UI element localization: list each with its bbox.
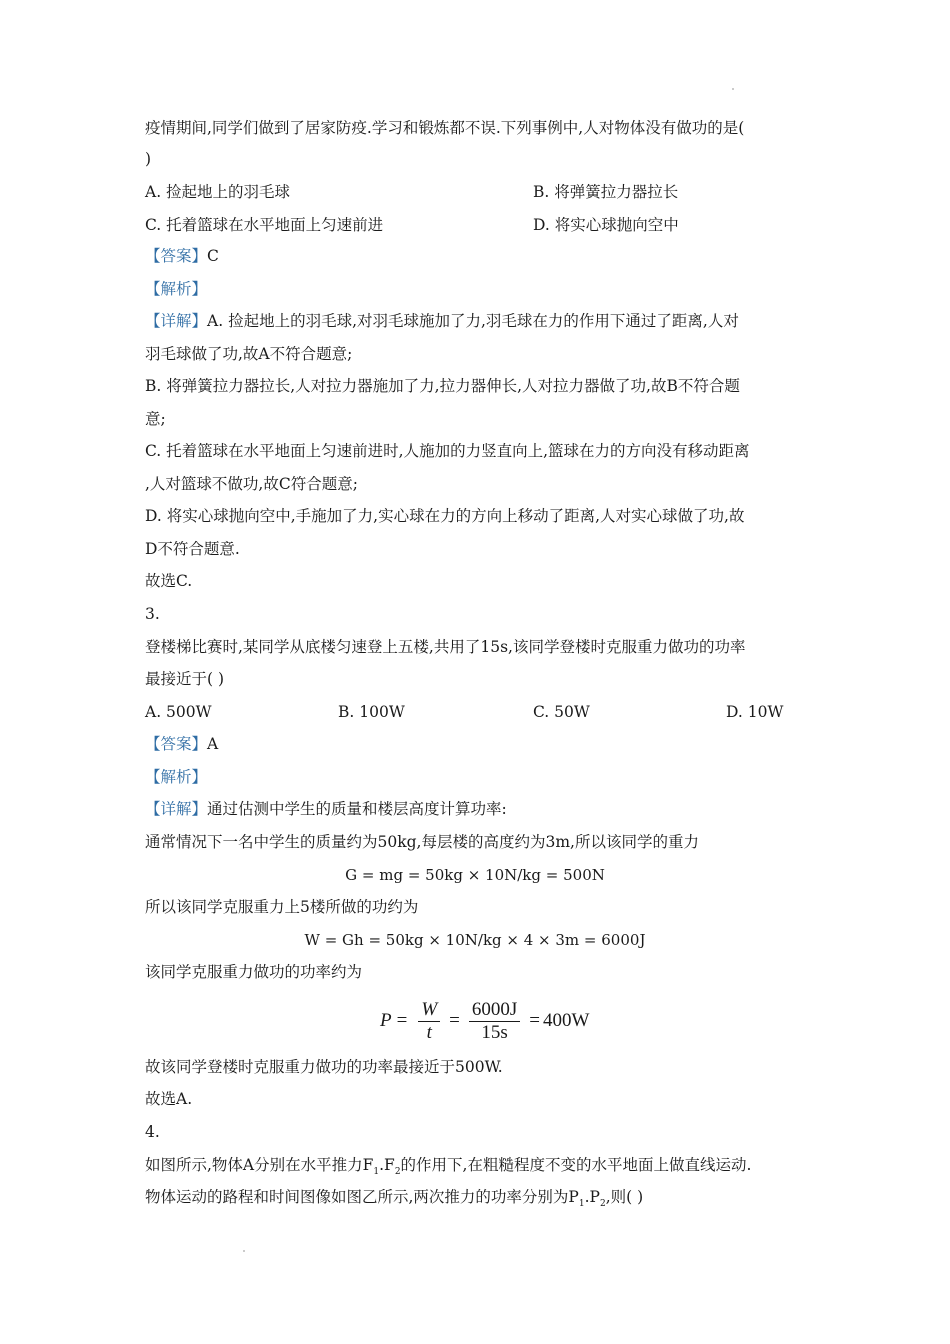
q2-detail-line: 意; [145,410,166,428]
q3-detail-text: 通过估测中学生的质量和楼层高度计算功率: [207,800,507,818]
q3-number: 3. [145,605,160,623]
q2-answer-tag: 【答案】 [145,247,208,265]
q4-stem-line2 [145,1186,643,1215]
q2-detail-line: B. 将弹簧拉力器拉长,人对拉力器施加了力,拉力器伸长,人对拉力器做了功,故B不符合题 [145,377,740,395]
q2-option-b: B. 将弹簧拉力器拉长 [533,183,679,201]
formula-equals: = [396,1010,408,1031]
fraction-numerator: W [418,999,440,1022]
q3-work-line: 所以该同学克服重力上5楼所做的功约为 [145,898,419,916]
q2-option-c: C. 托着篮球在水平地面上匀速前进 [145,216,384,234]
q3-choice: 故选A. [145,1090,193,1108]
q2-detail-text: A. 捡起地上的羽毛球,对羽毛球施加了力,羽毛球在力的作用下通过了距离,人对 [207,312,739,330]
q2-option-d: D. 将实心球抛向空中 [533,216,679,234]
q2-detail-line: D不符合题意. [145,540,240,558]
q2-detail-line: 羽毛球做了功,故A不符合题意; [145,345,353,363]
q2-detail-line: ,人对篮球不做功,故C符合题意; [145,475,358,493]
q4-text: 物体运动的路程和时间图像如图乙所示,两次推力的功率分别为P [145,1188,579,1206]
q3-analysis-tag: 【解析】 [145,768,208,786]
subscript: 1 [578,1199,585,1210]
q3-answer-tag: 【答案】 [145,735,208,753]
formula-equals: = [449,1010,460,1031]
q3-weight-line: 通常情况下一名中学生的质量约为50kg,每层楼的高度约为3m,所以该同学的重力 [145,833,699,851]
q3-power-formula [380,998,589,1044]
q2-detail-line [145,310,739,332]
page-speck [243,1250,245,1252]
page-speck [732,88,734,90]
subscript: 1 [373,1167,380,1178]
q2-choice: 故选C. [145,572,193,590]
q3-work-equation: W = Gh = 50kg × 10N/kg × 4 × 3m = 6000J [304,931,646,949]
q4-text: .F [379,1156,395,1174]
q4-text: .P [584,1188,600,1206]
q3-answer [145,733,218,755]
q3-power-line: 该同学克服重力做功的功率约为 [145,963,363,981]
formula-equals: = [529,1010,540,1031]
fraction-denominator: t [426,1021,432,1043]
q3-answer-value: A [207,735,219,753]
q2-analysis-tag: 【解析】 [145,280,208,298]
formula-fraction-symbolic [418,999,440,1044]
q2-detail-line: C. 托着篮球在水平地面上匀速前进时,人施加的力竖直向上,篮球在力的方向没有移动距离 [145,442,750,460]
subscript: 2 [394,1167,401,1178]
q2-detail-line: D. 将实心球抛向空中,手施加了力,实心球在力的方向上移动了距离,人对实心球做了功,故 [145,507,745,525]
q2-stem-line2: ) [145,150,152,168]
q3-conclusion: 故该同学登楼时克服重力做功的功率最接近于500W. [145,1058,503,1076]
formula-fraction-numeric [469,999,520,1044]
q4-text: 的作用下,在粗糙程度不变的水平地面上做直线运动. [400,1156,752,1174]
q2-detail-tag: 【详解】 [145,312,208,330]
subscript: 2 [599,1199,606,1210]
q3-option-c: C. 50W [533,703,590,721]
q4-number: 4. [145,1123,160,1141]
q3-stem-line2: 最接近于( ) [145,670,225,688]
formula-lhs: P [380,1010,392,1031]
q2-answer [145,245,219,267]
q2-stem-line1: 疫情期间,同学们做到了居家防疫.学习和锻炼都不误.下列事例中,人对物体没有做功的是( [145,119,745,137]
q2-answer-value: C [207,247,219,265]
q3-option-b: B. 100W [338,703,405,721]
formula-result: 400W [543,1010,590,1031]
q3-option-a: A. 500W [145,703,212,721]
fraction-denominator: 15s [481,1021,508,1043]
q4-text: ,则( ) [605,1188,644,1206]
q3-detail-tag: 【详解】 [145,800,208,818]
q2-option-a: A. 捡起地上的羽毛球 [145,183,291,201]
q3-stem-line1: 登楼梯比赛时,某同学从底楼匀速登上五楼,共用了15s,该同学登楼时克服重力做功的功率 [145,638,746,656]
q3-option-d: D. 10W [726,703,784,721]
q3-detail-line [145,798,507,820]
fraction-numerator: 6000J [469,999,520,1022]
q3-weight-equation: G = mg = 50kg × 10N/kg = 500N [345,866,605,884]
q4-stem-line1 [145,1154,751,1183]
q4-text: 如图所示,物体A分别在水平推力F [145,1156,374,1174]
